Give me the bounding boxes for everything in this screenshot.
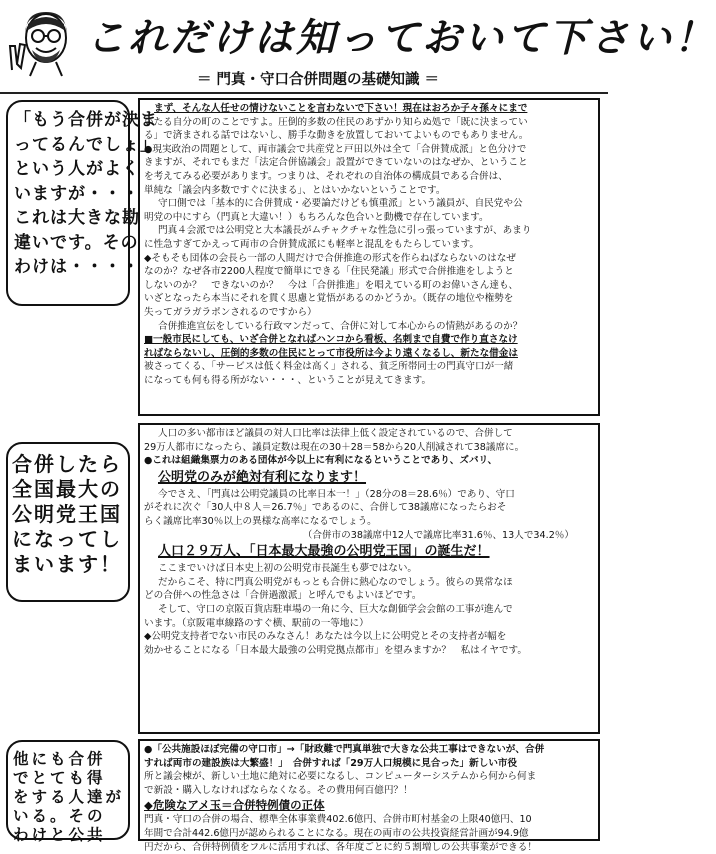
- paragraph-line: 失ってガラガラポンされるのですから）: [144, 306, 317, 318]
- paragraph-line: 人口の多い都市ほど議員の対人口比率は法律上低く設定されているので、合併して: [158, 428, 513, 439]
- paragraph-line: しないのか？ できないのか？ 今は「合併推進」を唱えている町のお偉いさん達も、: [144, 279, 519, 291]
- paragraph-line: いざとなったら本当にそれを貫く思慮と覚悟があるのかどうか。（既存の地位や権勢を: [144, 293, 514, 305]
- paragraph-line: らく議席比率30％以上の異様な高率になるでしょう。: [144, 515, 377, 527]
- paragraph-line: 門真・守口の合併の場合、標準全体事業費402.6億円、合併市町村基金の上限40億円、10: [144, 814, 532, 826]
- paragraph-line: きますが、それでもまだ「法定合併協議会」設置ができていないのはなぜか、ということ: [144, 157, 528, 169]
- paragraph-line: に性急すぎてかえって両市の合併賛成派にも軽率と混乱をもたらしています。: [144, 238, 480, 250]
- paragraph-line: 29万人都市になったら、議員定数は現在の30＋28＝58から20人削減されて38議席に。: [144, 441, 525, 453]
- callout-line: という人がよく: [14, 159, 140, 179]
- page-subtitle: ＝ 門真・守口合併問題の基礎知識 ＝: [196, 72, 440, 88]
- paragraph-line: ここまでいけば日本史上初の公明党市長誕生も夢ではない。: [158, 563, 418, 575]
- callout-box-1: [6, 100, 158, 306]
- paragraph-line: ●これは組織集票力のある団体が今以上に有利になるということであり、ズバリ、: [144, 455, 498, 467]
- callout-line: 「もう合併が決ま: [14, 110, 158, 130]
- paragraph-line: いたる自分の町のことですよ。圧倒的多数の住民のあずかり知らぬ処で「既に決まってい: [144, 116, 528, 128]
- callout-line: 他にも合併: [13, 750, 106, 768]
- callout-line: をする人達が: [13, 788, 125, 806]
- callout-line: 違いです。その: [14, 232, 139, 253]
- callout-line: 全国最大の: [12, 477, 122, 501]
- paragraph-line: だからこそ、特に門真公明党がもっとも合併に熱心なのでしょう。彼らの異常なほ: [158, 576, 513, 588]
- paragraph-line: 単純な「議会内多数ですぐに決まる」、とはいかないということです。: [144, 184, 446, 196]
- paragraph-line: 明党の中にすら（門真と大違い！）もちろんな色合いと動機で存在しています。: [144, 211, 489, 223]
- callout-line: いますが・・・: [14, 183, 140, 204]
- paragraph-line: 守口側では「基本的に合併賛成・必要論だけども慎重派」という議員が、自民党や公: [158, 198, 523, 210]
- callout-line: いる。その: [13, 807, 106, 825]
- paragraph-line: 被さってくる、「サービスは低く料金は高く」される、貧乏所帯同士の門真守口が一緒: [144, 361, 514, 373]
- callout-line: 合併したら: [12, 452, 122, 476]
- highlight-line: [144, 542, 594, 562]
- highlight-line: ◆危険なアメ玉＝合併特例債の正体: [144, 798, 325, 813]
- paragraph-line: ◆そもそも団体の会長ら一部の人間だけで合併推進の形式を作らねばならないのはなぜ: [144, 252, 516, 264]
- paragraph-line: る」で済まされる話ではないし、勝手な動きを放置しておいてよいものでもありません。: [144, 130, 529, 142]
- paragraph-line: どの合併への性急さは「合併過激派」と呼んでもよいほどです。: [144, 590, 422, 602]
- paragraph-line: 所と議会棟が、新しい土地に絶対に必要になるし、コンピューターシステムから何から何ま: [144, 771, 537, 783]
- avatar: [6, 6, 82, 76]
- paragraph-line: ◆公明党支持者でない市民のみなさん！あなたは今以上に公明党とその支持者が幅を: [144, 631, 507, 643]
- highlight-line: [144, 468, 594, 488]
- paragraph-line: 効かせることになる「日本最大最強の公明党拠点都市」を望みますか？ 私はイヤです。: [144, 644, 527, 656]
- paragraph-line: ればならないし、圧倒的多数の住民にとって市役所は今より遠くなるし、新たな借金は: [144, 347, 518, 359]
- paragraph-line: がそれに次ぐ「30人中８人＝26.7％」であるのに、合併して38議席になったらおそ: [144, 502, 507, 514]
- paragraph-line: います。（京阪電車線路のすぐ横、駅前の一等地に）: [144, 617, 369, 629]
- section-basics: [138, 98, 600, 416]
- paragraph-line: ■一般市民にしても、いざ合併となればハンコから看板、名刺まで自費で作り直さなけ: [144, 334, 518, 346]
- page-title: これだけは知っておいて下さい！: [86, 15, 716, 61]
- paragraph-line: ●現実政治の問題として、両市議会で共産党と戸田以外は全て「合併賛成派」と色分けで: [144, 143, 527, 155]
- paragraph-line: すれば両市の建設族は大繁盛！」 合併すれば「29万人口規模に見合った」新しい市役: [144, 757, 518, 769]
- callout-line: になってし: [12, 527, 122, 551]
- callout-line: まいます！: [12, 552, 122, 576]
- callout-box-2: [6, 442, 130, 602]
- paragraph-line: で新設・購入しなければならなくなる。その費用何百億円？！: [144, 784, 413, 796]
- cartoon-face-icon: [6, 6, 82, 76]
- paragraph-line: ●「公共施設ほぼ完備の守口市」→「財政難で門真単独で大きな公共工事はできないが、合併: [144, 744, 545, 755]
- paragraph-line: になっても何も得る所がない・・・、ということが見えてきます。: [144, 374, 432, 386]
- callout-line: わけと公共: [13, 826, 106, 844]
- callout-line: ってるんでしょ」: [14, 134, 158, 155]
- callout-line: わけは・・・・: [14, 257, 140, 277]
- paragraph-line: 合併推進宣伝をしている行政マンだって、合併に対して本心からの情熱があるのか？: [158, 320, 523, 332]
- callout-box-3: [6, 740, 130, 844]
- callout-line: これは大きな勘: [14, 208, 140, 228]
- paragraph-line: 今でさえ、「門真は公明党議員の比率日本一！」（28分の8＝28.6％）であり、守口: [158, 488, 515, 500]
- section-public-works: [138, 739, 600, 853]
- paragraph-line: まず、そんな人任せの情けないことを言わないで下さい！現在はおろか子々孫々にまで: [154, 103, 528, 114]
- paragraph-line: なのか？なぜ各市2200人程度で簡単にできる「住民発議」形式で合併推進をしようと: [144, 266, 514, 278]
- callout-line: でとても得: [13, 769, 106, 787]
- callout-line: 公明党王国: [12, 502, 122, 526]
- paragraph-line: 年間で合計442.6億円が認められることになる。現在の両市の公共投資経営計画が94.9億: [144, 827, 529, 839]
- paragraph-line: を考えてみる必要があります。つまりは、それぞれの自治体の構成員である合併は、: [144, 170, 508, 182]
- divider: [0, 92, 608, 94]
- highlight-text: 人口２９万人、「日本最大最強の公明党王国」の誕生だ！: [158, 544, 490, 560]
- paragraph-line: （合併市の38議席中12人で議席比率31.6％、13人で34.2％）: [302, 529, 574, 541]
- paragraph-line: 門真４会派では公明党と大本議長がムチャクチャな性急に引っ張っていますが、あまり: [158, 225, 532, 237]
- paragraph-line: そして、守口の京阪百貨店駐車場の一角に今、巨大な創価学会会館の工事が進んで: [158, 603, 513, 615]
- section-komeito: [138, 423, 600, 734]
- paragraph-line: 円だから、合併特例債をフルに活用すれば、各年度ごとに約５割増しの公共事業ができる！: [144, 841, 537, 853]
- highlight-text: 公明党のみが絶対有利になります！: [158, 469, 367, 485]
